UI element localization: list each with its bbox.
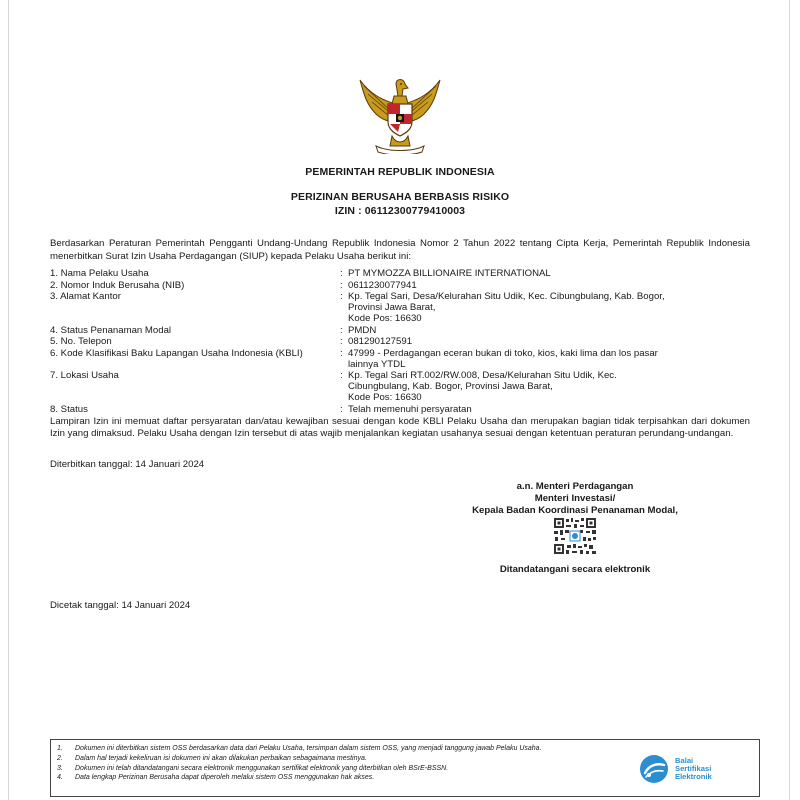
field-label: 4. Status Penanaman Modal	[50, 324, 172, 336]
field-value: lainnya YTDL	[348, 358, 406, 370]
bsre-logo-icon	[637, 753, 671, 785]
signatory-line-3: Kepala Badan Koordinasi Penanaman Modal,	[472, 505, 678, 516]
bsre-logo	[637, 752, 739, 786]
field-label: 6. Kode Klasifikasi Baku Lapangan Usaha Indonesia (KBLI)	[50, 347, 303, 359]
field-row-investment-status: 4. Status Penanaman Modal : PMDN	[50, 325, 760, 336]
field-value: Kode Pos: 16630	[348, 313, 422, 324]
field-row-kbli: 6. Kode Klasifikasi Baku Lapangan Usaha Indonesia (KBLI) : 47999 - Perdagangan eceran bukan di toko, kios, kaki lima dan los pasar lainnya YTDL	[50, 348, 760, 370]
document-title: PERIZINAN BERUSAHA BERBASIS RISIKO	[290, 191, 510, 203]
attachment-clause: Lampiran Izin ini memuat daftar persyaratan dan/atau kewajiban sesuai dengan kode KBLI Pelaku Usaha dan merupakan bagian tidak terpisahkan dari dokumen Izin yang dimaksud. Pelaku Usaha dengan Izin tersebut di atas wajib menjalankan kegiatan usahanya sesuai dengan ketentuan peraturan perundang-undangan.	[50, 416, 750, 440]
field-value: Provinsi Jawa Barat,	[348, 302, 436, 313]
field-label: 3. Alamat Kantor	[50, 291, 121, 302]
qr-code-icon	[553, 517, 597, 555]
field-label: 1. Nama Pelaku Usaha	[50, 268, 149, 279]
field-label: 2. Nomor Induk Berusaha (NIB)	[50, 279, 185, 291]
field-row-business-location: 7. Lokasi Usaha : Kp. Tegal Sari RT.002/RW.008, Desa/Kelurahan Situ Udik, Kec. Cibungbulang, Kab. Bogor, Provinsi Jawa Barat, Kode Pos: 16630	[50, 370, 760, 403]
garuda-emblem-icon	[352, 74, 448, 154]
field-value: Telah memenuhi persyaratan	[348, 403, 472, 415]
field-value: 081290127591	[348, 336, 413, 347]
page-edge-right	[789, 0, 790, 800]
page-edge-left	[8, 0, 9, 800]
field-row-office-address: 3. Alamat Kantor : Kp. Tegal Sari, Desa/Kelurahan Situ Udik, Kec. Cibungbulang, Kab. Bogor, Provinsi Jawa Barat, Kode Pos: 16630	[50, 291, 760, 324]
field-value: 0611230077941	[348, 279, 417, 291]
field-label: 5. No. Telepon	[50, 336, 112, 347]
footer-note: 2. Dalam hal terjadi kekeliruan isi dokumen ini akan dilakukan perbaikan sebagaimana mestinya.	[57, 754, 367, 762]
field-row-phone: 5. No. Telepon : 081290127591	[50, 336, 760, 347]
field-value: PT MYMOZZA BILLIONAIRE INTERNATIONAL	[348, 268, 551, 279]
field-row-business-name: 1. Nama Pelaku Usaha : PT MYMOZZA BILLIONAIRE INTERNATIONAL	[50, 268, 760, 279]
issued-date: Diterbitkan tanggal: 14 Januari 2024	[50, 459, 205, 470]
signatory-line-1: a.n. Menteri Perdagangan	[516, 481, 634, 492]
permit-number: IZIN : 06112300779410003	[334, 205, 466, 217]
field-value: Cibungbulang, Kab. Bogor, Provinsi Jawa Barat,	[348, 381, 553, 392]
field-label: 7. Lokasi Usaha	[50, 370, 119, 381]
logo-text-line-2: Sertifikasi	[675, 764, 712, 773]
footer-note: 4. Data lengkap Perizinan Berusaha dapat diperoleh melalui sistem OSS menggunakan hak akses.	[57, 774, 375, 782]
intro-paragraph: Berdasarkan Peraturan Pemerintah Pengganti Undang-Undang Republik Indonesia Nomor 2 Tahun 2022 tentang Cipta Kerja, Pemerintah Republik Indonesia menerbitkan Surat Izin Usaha Perdagangan (SIUP) kepada Pelaku Usaha berikut ini:	[50, 238, 750, 262]
footer-note: 1. Dokumen ini diterbitkan sistem OSS berdasarkan data dari Pelaku Usaha, tersimpan dalam sistem OSS, yang menjadi tanggung jawab Pelaku Usaha.	[57, 745, 542, 752]
signatory-block	[435, 481, 715, 517]
signed-electronically-label: Ditandatangani secara elektronik	[499, 564, 651, 575]
field-label: 8. Status	[50, 403, 88, 415]
business-details-list	[50, 268, 760, 415]
field-value: Kp. Tegal Sari, Desa/Kelurahan Situ Udik, Kec. Cibungbulang, Kab. Bogor,	[348, 291, 665, 302]
printed-date: Dicetak tanggal: 14 Januari 2024	[50, 600, 191, 611]
field-value: PMDN	[348, 324, 377, 336]
field-value: Kp. Tegal Sari RT.002/RW.008, Desa/Kelurahan Situ Udik, Kec.	[348, 370, 617, 381]
government-heading: PEMERINTAH REPUBLIK INDONESIA	[305, 166, 495, 178]
logo-text-line-3: Elektronik	[675, 772, 712, 781]
field-row-status: 8. Status : Telah memenuhi persyaratan	[50, 404, 760, 415]
field-row-nib: 2. Nomor Induk Berusaha (NIB) : 0611230077941	[50, 280, 760, 291]
signatory-line-2: Menteri Investasi/	[534, 493, 616, 504]
footer-notes-box	[50, 739, 760, 797]
field-value: 47999 - Perdagangan eceran bukan di toko, kios, kaki lima dan los pasar	[348, 347, 658, 359]
footer-note: 3. Dokumen ini telah ditandatangani secara elektronik menggunakan sertifikat elektronik yang diterbitkan oleh BSrE-BSSN.	[57, 764, 449, 772]
logo-text-line-1: Balai	[675, 756, 694, 765]
field-value: Kode Pos: 16630	[348, 392, 422, 403]
